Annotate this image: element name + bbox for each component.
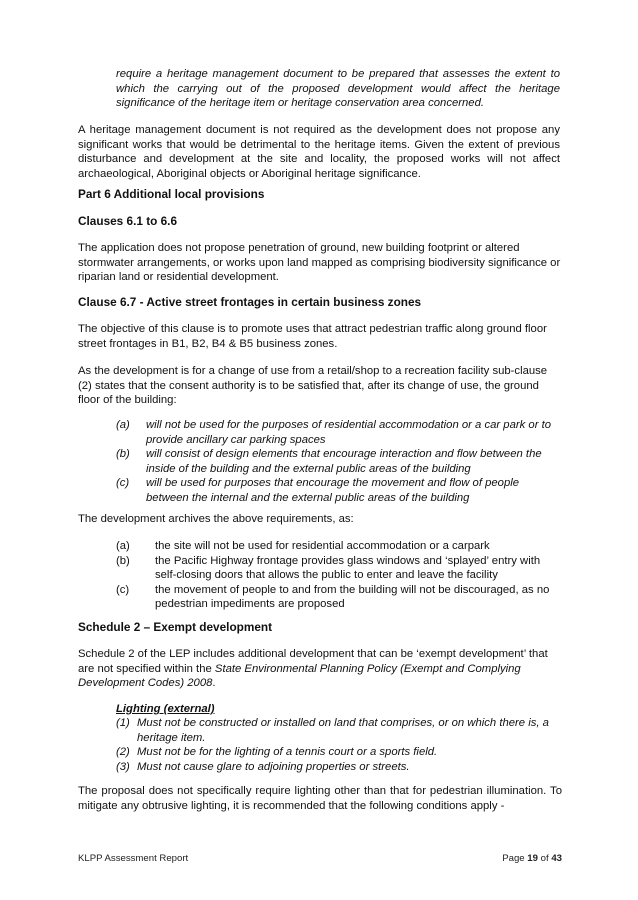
page-total: 43 [551,853,562,864]
lighting-paragraph: The proposal does not specifically require lighting other than that for pedestrian illumination. To mitigate any obtrusive lighting, it is recommended that the following conditions apply - [78,785,562,812]
list-item [116,476,562,505]
heading-part-6: Part 6 Additional local provisions [78,187,265,201]
page-of: of [540,853,549,864]
footer-page-number [502,853,562,864]
schedule-2-period: . [212,677,216,690]
list-item [116,554,562,583]
schedule-2-paragraph [78,647,562,691]
list-item [116,418,562,447]
list-item [116,760,562,775]
list-item-label: (b) [116,448,130,461]
list-item-text: Must not be for the lighting of a tennis court or a sports field. [137,746,438,759]
list-item-text: will consist of design elements that encourage interaction and flow between the inside of the building and the external public areas of the building [146,448,542,475]
list-item-text: Must not be constructed or installed on land that comprises, or on which there is, a heritage item. [137,717,549,744]
sepp-title: State Environmental Planning Policy (Exempt and Complying Development Codes) 2008 [78,662,521,690]
list-item [116,447,562,476]
list-item-text: Must not cause glare to adjoining properties or streets. [137,760,410,773]
list-item-text: the Pacific Highway frontage provides glass windows and ‘splayed’ entry with self-closing doors that allows the public to enter and leave the facility [155,554,541,582]
list-item [116,539,562,554]
lighting-list [116,716,562,774]
change-of-use-paragraph: As the development is for a change of use from a retail/shop to a recreation facility sub-clause (2) states that the consent authority is to be satisfied that, after its change of use, the ground floor of the building: [78,365,548,407]
responses-list [116,539,562,612]
objective-paragraph: The objective of this clause is to promote uses that attract pedestrian traffic along ground floor street frontages in B1, B2, B4 & B5 business zones. [78,323,547,350]
list-item-label: (c) [116,477,130,490]
list-item-text: the movement of people to and from the building will not be discouraged, as no pedestrian impediments are proposed [155,583,550,611]
list-item-text: will not be used for the purposes of residential accommodation or a car park or to provide ancillary car parking spaces [146,419,552,446]
archives-paragraph: The development archives the above requirements, as: [78,513,354,525]
heading-schedule-2: Schedule 2 – Exempt development [78,620,273,634]
list-item-label: (3) [116,760,130,773]
list-item-text: the site will not be used for residential accommodation or a carpark [155,540,490,552]
heritage-clause-quote: require a heritage management document to be prepared that assesses the extent to which the carrying out of the proposed development would affect the heritage significance of the heritage item or heritage conservation area concerned. [116,68,560,110]
criteria-list [116,418,562,506]
list-item [116,745,562,760]
schedule-2-text: Schedule 2 of the LEP includes additional development that can be ‘exempt development’ that are not specified within the [78,648,548,675]
list-item [116,583,562,612]
list-item-label: (2) [116,746,130,759]
list-item-label: (a) [116,419,130,431]
heading-clause-6-7: Clause 6.7 - Active street frontages in certain business zones [78,295,422,309]
list-item-label: (c) [116,583,130,596]
lighting-heading: Lighting (external) [116,703,215,715]
page-word: Page [502,853,525,864]
list-item-label: (b) [116,554,130,567]
list-item-label: (a) [116,540,130,552]
list-item-label: (1) [116,717,130,729]
footer-report-name: KLPP Assessment Report [78,853,189,864]
list-item-text: will be used for purposes that encourage the movement and flow of people between the internal and the external public areas of the building [146,477,520,504]
page-current: 19 [527,853,538,864]
list-item [116,716,562,745]
clauses-paragraph: The application does not propose penetration of ground, new building footprint or altered stormwater arrangements, or works upon land mapped as comprising biodiversity significance or riparian land or residential development. [78,242,561,284]
heritage-paragraph: A heritage management document is not required as the development does not propose any significant works that would be detrimental to the heritage items. Given the extent of previous disturbance and development at the site and locality, the proposed works will not affect archaeological, Aboriginal objects or Aboriginal heritage significance. [78,124,560,180]
heading-clauses-6-1-to-6-6: Clauses 6.1 to 6.6 [78,214,178,228]
